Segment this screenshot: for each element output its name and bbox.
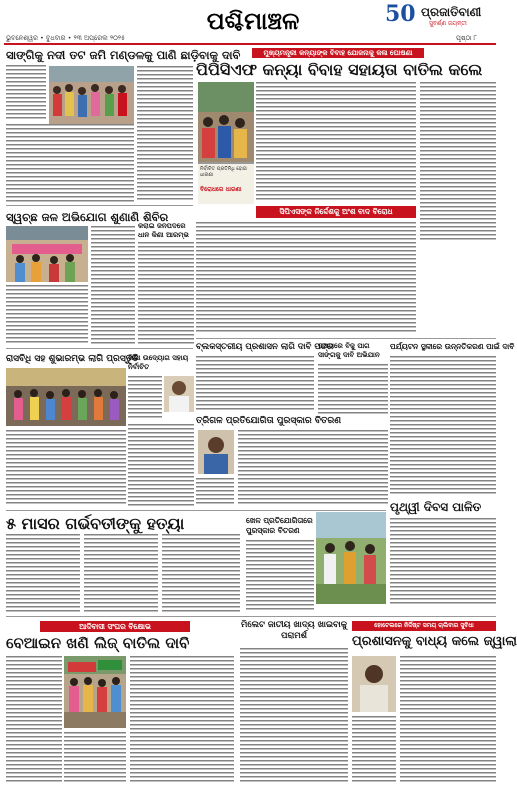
article-8-headline: ଦକ୍ଷତାରେ ବିଜୁ ପାଗ ସାଙ୍ଗକୁ ଦାବି ଅଭିଯାନ (318, 342, 380, 360)
article-12-body-3 (162, 534, 240, 612)
article-7-headline: ବ୍ଲକସ୍ତରୀୟ ପ୍ରଶାସନ ଲାଗି ଦାବି ପତ୍ର (196, 342, 334, 352)
article-11-photo (316, 512, 386, 604)
divider (6, 205, 193, 206)
divider (6, 616, 496, 617)
date-line: ଭୁବନେଶ୍ୱର • ବୁଧବାର • ୨୩ ଅପ୍ରେଲ ୨୦୨୫ (6, 34, 126, 42)
photo-board-text: ନିର୍ବାଚିତ ପ୍ରତିନିଧି ହୋଇ ଧାରଣା (200, 166, 247, 178)
article-1-body-3 (137, 66, 193, 202)
article-3-headline: ସ୍ୱଚ୍ଛ ଜଳ ଅଭିଯୋଗ ଶୁଣାଣି ଶିବିର (6, 210, 169, 224)
logo-number: 50 (385, 1, 416, 27)
article-2-headline: ପିପିସିଏଫ କନ୍ୟା ବିବାହ ସହାୟତା ବାତିଲ କଲେ (196, 60, 483, 79)
article-12-body-2 (84, 534, 158, 612)
article-12-body (6, 534, 80, 612)
article-15-body (240, 648, 348, 782)
article-6-body-2 (128, 424, 194, 506)
article-10-body (238, 430, 388, 506)
article-14-kicker: ଆଦିବାସୀ ସଂଘର ବିକ୍ଷୋଭ (40, 621, 190, 632)
article-14-photo (64, 656, 126, 728)
brand-name: ପ୍ରଜାତିବାଣୀ (421, 5, 482, 19)
masthead (0, 0, 500, 44)
divider (6, 348, 193, 349)
logo (385, 3, 497, 29)
article-4-body (138, 242, 194, 344)
article-14-body-3 (130, 656, 234, 782)
article-1-body (6, 65, 46, 121)
rally-photo (64, 656, 126, 728)
article-4-headline: କରାଇ ଜନପଦରେ ଧାନ କିଣା ଆରମ୍ଭ (138, 222, 189, 239)
portrait-photo (352, 656, 396, 712)
article-12-headline: ୫ ମାସର ଗର୍ଭବତୀଙ୍କୁ ହତ୍ୟା (6, 514, 185, 533)
article-1-photo (49, 66, 134, 124)
plantation-photo (316, 512, 386, 604)
article-2-kicker: ମୁଖ୍ୟମନ୍ତ୍ରୀ କନ୍ୟାଙ୍କ ବିବାହ ଯୋଜନାକୁ କଳା ଘୋଷଣା (252, 48, 424, 58)
stage-photo (6, 368, 126, 426)
camp-photo (6, 226, 88, 282)
article-13-body (246, 540, 314, 612)
article-10-photo (198, 430, 234, 474)
article-5-photo (6, 368, 126, 426)
page-number: ପୃଷ୍ଠା ୮ (456, 34, 477, 42)
article-6-headline: ଶିକ୍ଷା ଉଦ୍ୟୋଗ ସହାୟ ନିର୍ବାଚିତ (128, 354, 189, 372)
article-1-headline: ସାଙ୍ଗିକୁ ନଦୀ ତଟ ଜମି ମଣ୍ଡଳକୁ ପାଣି ଛାଡ଼ିବାକୁ ଦାବି (6, 48, 241, 62)
article-6-photo (164, 376, 194, 412)
article-16-body (400, 656, 496, 782)
masthead-rule (4, 43, 496, 45)
crowd-photo (49, 66, 134, 124)
article-6-body (128, 376, 162, 420)
article-9-body (390, 356, 496, 496)
article-10-body-2 (196, 478, 234, 506)
article-7-body (196, 356, 314, 412)
article-2-banner: ସିପିଏସଙ୍କ ନିର୍ଦ୍ଦେଶକୁ ଅଂଶ ବାଦ ବିରୋଧ (256, 206, 416, 218)
article-3-body (6, 285, 88, 345)
article-3-body-2 (91, 226, 135, 344)
article-14-body-2 (64, 732, 126, 782)
article-5-headline: ରାସବିଧି ସହ ଶୁଭାରମ୍ଭ ଲାଗି ପ୍ରସ୍ତୁତି (6, 354, 139, 364)
divider (6, 510, 386, 511)
article-16-photo (352, 656, 396, 712)
article-9-headline: ପର୍ଯ୍ୟଟନ ସ୍ଥଳୀରେ ଉନ୍ନତିକରଣ ପାଇଁ ଦାବି (390, 342, 515, 351)
photo-board-text-2: ବିରୋଧରେ ଧାରଣା (200, 186, 242, 193)
article-8-body (318, 364, 388, 414)
section-title: ପଶ୍ଚିମାଞ୍ଚଳ (206, 6, 300, 35)
article-2-body-3 (196, 222, 416, 334)
article-16-headline: ପ୍ରଶାସନକୁ ବାଧ୍ୟ କଲେ ଜ୍ୱାଲା (352, 634, 517, 649)
article-15-headline: ମିଲେଟ ଜାତୀୟ ଖାଦ୍ୟ ଖାଇବାକୁ ପରାମର୍ଶ (240, 620, 348, 642)
article-2-body-2 (420, 82, 496, 242)
article-11-body (390, 518, 496, 606)
portrait-photo (164, 376, 194, 412)
article-3-photo (6, 226, 88, 282)
article-2-body (256, 82, 416, 200)
article-2-photo (198, 82, 254, 204)
article-11-headline: ପୃଥ୍ୱୀ ଦିବସ ପାଳିତ (390, 500, 482, 514)
article-10-headline: ତ୍ରିଗଳ ପ୍ରତିଯୋଗିତା ପୁରସ୍କାର ବିତରଣ (196, 416, 342, 426)
divider (196, 338, 496, 339)
brand-sub: ସୁବର୍ଣ୍ଣ ଜୟନ୍ତୀ (429, 20, 467, 27)
article-13-headline: ଖେଳ ପ୍ରତିଯୋଗିତାରେ ପୁରସ୍କାର ବିତରଣ (246, 516, 313, 535)
article-16-kicker: ହୋଟେଲରେ ନିର୍ଦ୍ଦିଷ୍ଟ ସମୟ ଚାଲିବାର ସୁବିଧା (352, 621, 496, 631)
article-16-body-2 (352, 716, 396, 782)
portrait-photo (198, 430, 234, 474)
article-5-body (6, 430, 126, 506)
article-14-body (6, 656, 62, 782)
article-14-headline: ବେଆଇନ ଖଣି ଲିଜ୍ ବାତିଲ ଦାବି (6, 634, 190, 652)
article-1-body-2 (6, 124, 134, 202)
